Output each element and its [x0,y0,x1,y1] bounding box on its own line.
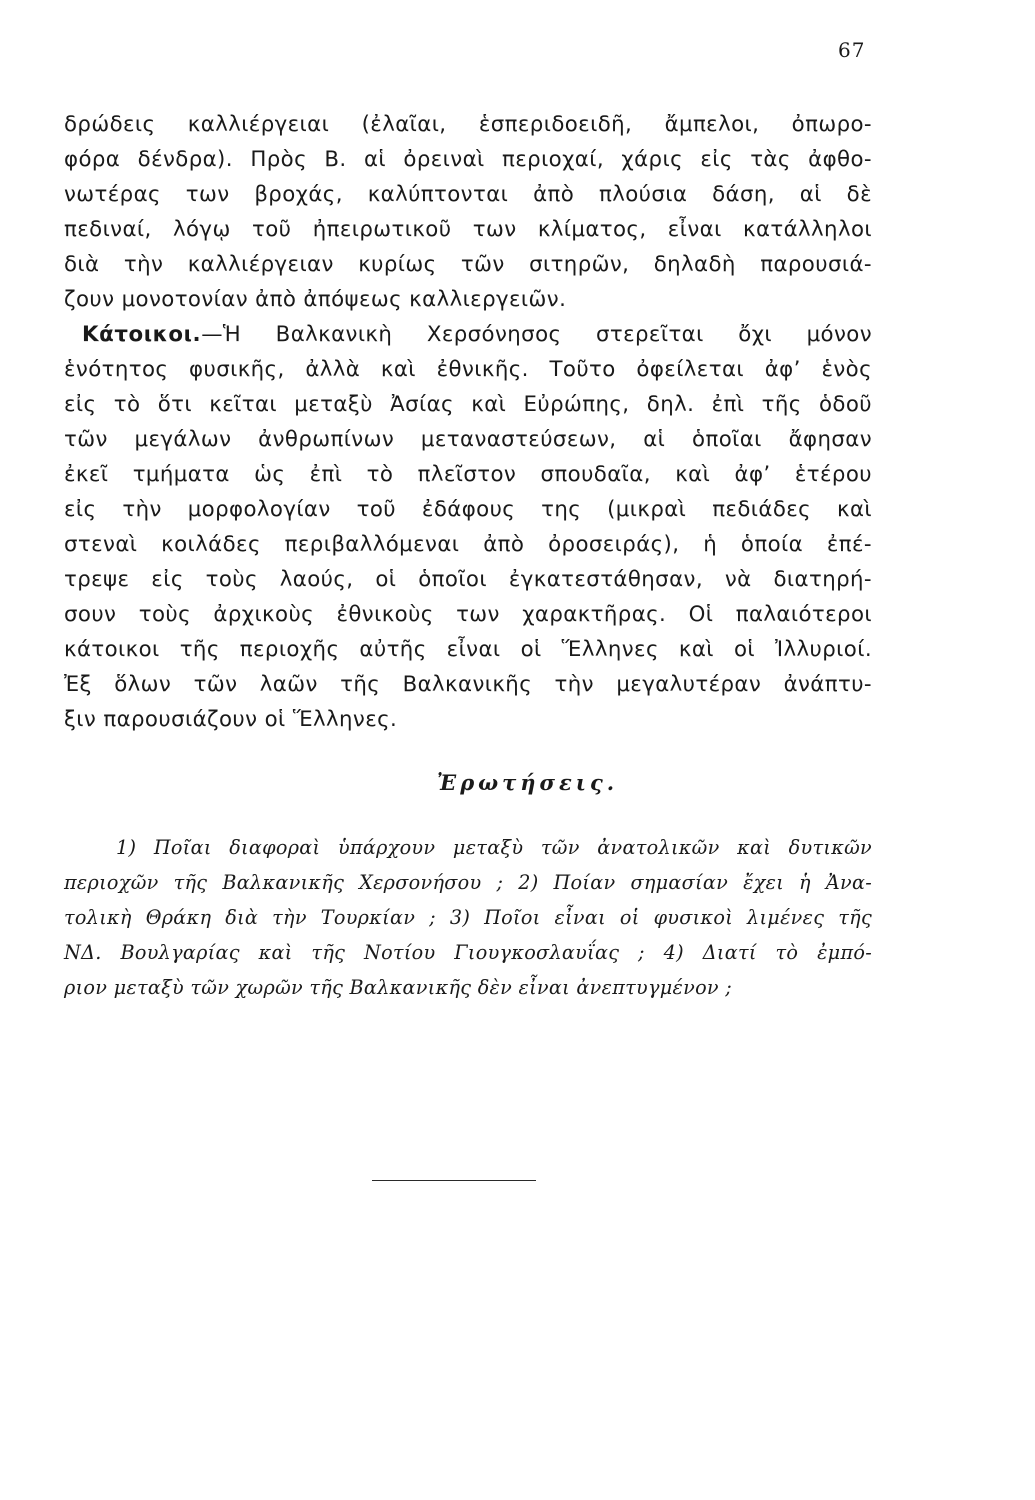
text-line: σουν τοὺς ἀρχικοὺς ἐθνικοὺς των χαρακτῆρας. Οἱ παλαιότεροι [64,602,872,627]
question-line: ΝΔ. Βουλγαρίας καὶ τῆς Νοτίου Γιουγκοσλαυΐας ; 4) Διατί τὸ ἐμπό- [64,941,872,964]
text-line: στεναὶ κοιλάδες περιβαλλόμεναι ἀπὸ ὀροσειράς), ἡ ὁποία ἐπέ- [64,532,872,557]
text-line: εἰς τὸ ὅτι κεῖται μεταξὺ Ἀσίας καὶ Εὐρώπης, δηλ. ἐπὶ τῆς ὁδοῦ [64,392,872,417]
text-line: Ἐξ ὅλων τῶν λαῶν τῆς Βαλκανικῆς τὴν μεγαλυτέραν ἀνάπτυ- [64,672,872,697]
paragraph-inhabitants [64,317,872,737]
text-line: πεδιναί, λόγῳ τοῦ ἠπειρωτικοῦ των κλίματος, εἶναι κατάλληλοι [64,217,872,242]
text-line: τρεψε εἰς τοὺς λαούς, οἱ ὁποῖοι ἐγκατεστάθησαν, νὰ διατηρή- [64,567,872,592]
text-line: εἰς τὴν μορφολογίαν τοῦ ἐδάφους της (μικραὶ πεδιάδες καὶ [64,497,872,522]
question-line: τολικὴ Θράκη διὰ τὴν Τουρκίαν ; 3) Ποῖοι εἶναι οἱ φυσικοὶ λιμένες τῆς [64,906,872,929]
text-line: ξιν παρουσιάζουν οἱ Ἕλληνες. [64,707,398,732]
text-line: ἐκεῖ τμήματα ὡς ἐπὶ τὸ πλεῖστον σπουδαῖα, καὶ ἀφ’ ἑτέρου [64,462,872,487]
question-line: ριον μεταξὺ τῶν χωρῶν τῆς Βαλκανικῆς δὲν εἶναι ἀνεπτυγμένον ; [64,976,733,999]
text-line: ζουν μονοτονίαν ἀπὸ ἀπόψεως καλλιεργειῶν. [64,287,567,312]
questions-title: Ἐρωτήσεις. [436,770,619,795]
text-line: ἑνότητος φυσικῆς, ἀλλὰ καὶ ἐθνικῆς. Τοῦτο ὀφείλεται ἀφ’ ἑνὸς [64,357,872,382]
section-heading-inhabitants: Κάτοικοι. [82,322,202,347]
text-line: φόρα δένδρα). Πρὸς Β. αἱ ὀρειναὶ περιοχαί, χάρις εἰς τὰς ἀφθο- [64,147,872,172]
text-line [64,317,872,352]
question-line: 1) Ποῖαι διαφοραὶ ὑπάρχουν μεταξὺ τῶν ἀνατολικῶν καὶ δυτικῶν [116,836,872,859]
text-line: δρώδεις καλλιέργειαι (ἐλαῖαι, ἑσπεριδοειδῆ, ἄμπελοι, ὀπωρο- [64,112,872,137]
questions-block [64,830,872,1005]
text-line-rest: —Ἡ Βαλκανικὴ Χερσόνησος στερεῖται ὄχι μόνον [201,322,872,347]
text-line: διὰ τὴν καλλιέργειαν κυρίως τῶν σιτηρῶν, δηλαδὴ παρουσιά- [64,252,872,277]
text-line: κάτοικοι τῆς περιοχῆς αὐτῆς εἶναι οἱ Ἕλληνες καὶ οἱ Ἰλλυριοί. [64,637,872,662]
end-divider [372,1180,536,1181]
question-line: περιοχῶν τῆς Βαλκανικῆς Χερσονήσου ; 2) Ποίαν σημασίαν ἔχει ἡ Ἀνα- [64,871,872,894]
paragraph-agriculture [64,107,872,317]
text-line: νωτέρας των βροχάς, καλύπτονται ἀπὸ πλούσια δάση, αἱ δὲ [64,182,872,207]
text-line: τῶν μεγάλων ἀνθρωπίνων μεταναστεύσεων, αἱ ὁποῖαι ἄφησαν [64,427,872,452]
page-number: 67 [838,38,866,62]
